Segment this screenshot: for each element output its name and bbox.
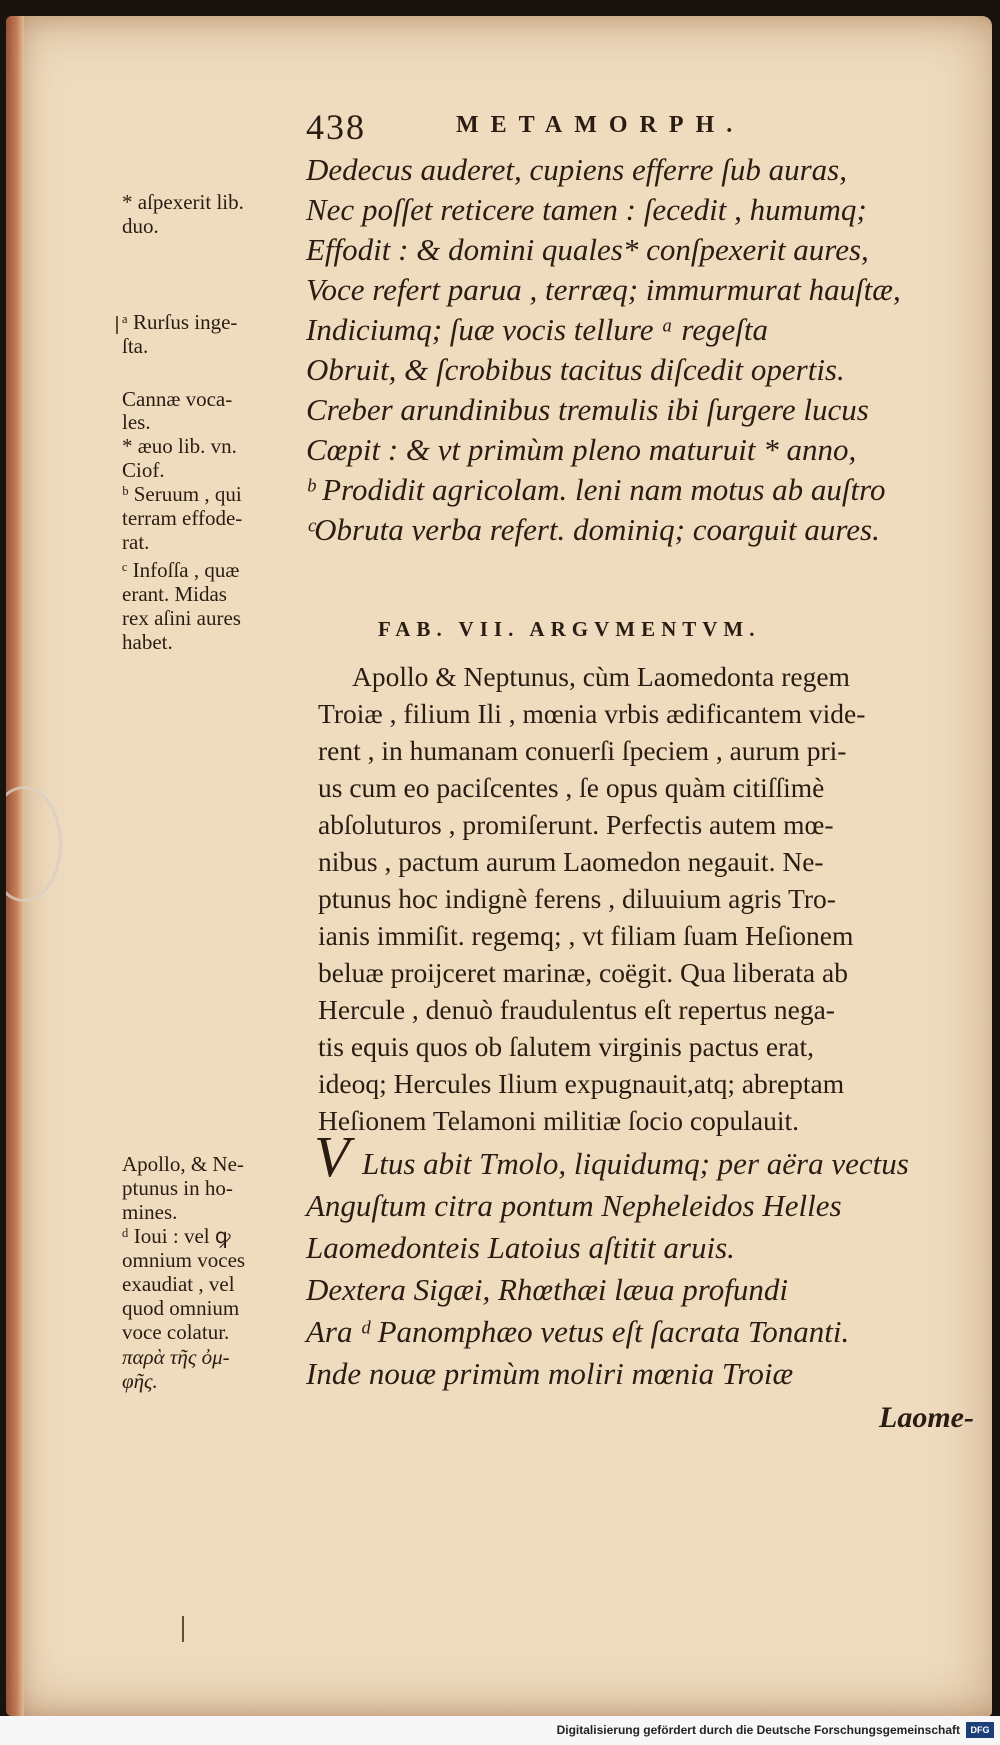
argument-line: Troiæ , filium Ili , mœnia vrbis ædificantem vide- — [318, 698, 866, 729]
verse-line: Inde nouæ primùm moliri mœnia Troiæ — [306, 1356, 794, 1391]
margin-note: Apollo, & Ne- — [122, 1152, 244, 1176]
margin-note: rat. — [122, 530, 150, 554]
verse-line: Voce refert parua , terræq; immurmurat hauſtæ, — [306, 272, 901, 307]
margin-note: erant. Midas — [122, 582, 227, 606]
argument-line: beluæ proijceret marinæ, coëgit. Qua liberata ab — [318, 957, 848, 988]
margin-note: φῆς. — [122, 1369, 158, 1393]
margin-note: παρὰ τῆς ὀμ- — [122, 1345, 230, 1369]
verse-line: Obruit, & ſcrobibus tacitus diſcedit opertis. — [306, 352, 845, 387]
margin-note: exaudiat , vel — [122, 1272, 235, 1296]
argument-line: tis equis quos ob ſalutem virginis pactus erat, — [318, 1031, 814, 1062]
margin-note: duo. — [122, 214, 159, 238]
margin-note: * æuo lib. vn. — [122, 434, 237, 458]
margin-note: quod omnium — [122, 1296, 240, 1320]
verse-line: ᶜObruta verba refert. dominiq; coarguit aures. — [306, 512, 880, 547]
margin-note: voce colatur. — [122, 1320, 230, 1344]
catchword: Laome- — [879, 1401, 974, 1434]
fable-heading: FAB. VII. ARGVMENTVM. — [378, 617, 761, 641]
argument-line: Hercule , denuò fraudulentus eſt repertus nega- — [318, 994, 835, 1025]
verse-line: Laomedonteis Latoius aſtitit aruis. — [306, 1230, 735, 1265]
argument-line: us cum eo paciſcentes , ſe opus quàm citiſſimè — [318, 772, 825, 803]
margin-note: les. — [122, 410, 151, 434]
clasp-ring — [6, 786, 62, 902]
footer-credit: Digitalisierung gefördert durch die Deutsche Forschungsgemeinschaft — [556, 1723, 960, 1737]
digitization-footer — [0, 1716, 1000, 1745]
verse-line: Cœpit : & vt primùm pleno maturuit * anno, — [306, 432, 857, 467]
argument-line: Apollo & Neptunus, cùm Laomedonta regem — [352, 661, 850, 692]
argument-line: abſoluturos , promiſerunt. Perfectis autem mœ- — [318, 809, 834, 840]
drop-cap: V — [314, 1124, 350, 1189]
margin-note: rex aſini aures — [122, 606, 241, 630]
margin-note: Ciof. — [122, 458, 165, 482]
argument-line: rent , in humanam conuerſi ſpeciem , aurum pri- — [318, 735, 847, 766]
argument-line: ptunus hoc indignè ferens , diluuium agris Tro- — [318, 883, 836, 914]
verse-line: Ltus abit Tmolo, liquidumq; per aëra vectus — [362, 1146, 909, 1181]
margin-note: ptunus in ho- — [122, 1176, 233, 1200]
margin-note: omnium voces — [122, 1248, 246, 1272]
argument-line: ianis immiſit. regemq; , vt filiam ſuam Heſionem — [318, 920, 854, 951]
running-title: METAMORPH. — [456, 112, 745, 138]
dfg-logo: DFG — [966, 1722, 994, 1738]
verse-line: Creber arundinibus tremulis ibi ſurgere lucus — [306, 392, 869, 427]
margin-note: ᵈ Ioui : vel ꝙ — [122, 1224, 231, 1248]
margin-note: * aſpexerit lib. — [122, 190, 244, 214]
ink-mark — [116, 316, 118, 334]
margin-note: habet. — [122, 630, 173, 654]
verse-line: Ara ᵈ Panomphæo vetus eſt ſacrata Tonanti. — [306, 1314, 850, 1349]
verse-line: Anguſtum citra pontum Nepheleidos Helles — [306, 1188, 842, 1223]
margin-note: mines. — [122, 1200, 178, 1224]
book-page — [6, 16, 992, 1716]
margin-note: ᶜ Infoſſa , quæ — [122, 558, 240, 582]
argument-line: nibus , pactum aurum Laomedon negauit. Ne- — [318, 846, 824, 877]
verse-line: Dedecus auderet, cupiens efferre ſub auras, — [306, 152, 847, 187]
page-number: 438 — [306, 107, 366, 147]
verse-line: Effodit : & domini quales* conſpexerit aures, — [306, 232, 869, 267]
margin-note: ᵃ Rurſus inge- — [122, 310, 238, 334]
verse-line: Dextera Sigæi, Rhœthæi læua profundi — [306, 1272, 788, 1307]
margin-note: terram effode- — [122, 506, 243, 530]
verse-line: Indiciumq; ſuæ vocis tellure ᵃ regeſta — [306, 312, 769, 347]
verse-line: Nec poſſet reticere tamen : ſecedit , humumq; — [306, 192, 867, 227]
argument-line: ideoq; Hercules Ilium expugnauit,atq; abreptam — [318, 1068, 845, 1099]
verse-line: ᵇ Prodidit agricolam. leni nam motus ab auſtro — [306, 472, 886, 507]
running-head — [306, 106, 866, 146]
margin-note: ᵇ Seruum , qui — [122, 482, 242, 506]
ink-mark — [182, 1616, 184, 1642]
margin-note: ſta. — [122, 334, 149, 358]
argument-line: Heſionem Telamoni militiæ ſocio copulauit. — [318, 1105, 800, 1136]
margin-note: Cannæ voca- — [122, 387, 233, 411]
